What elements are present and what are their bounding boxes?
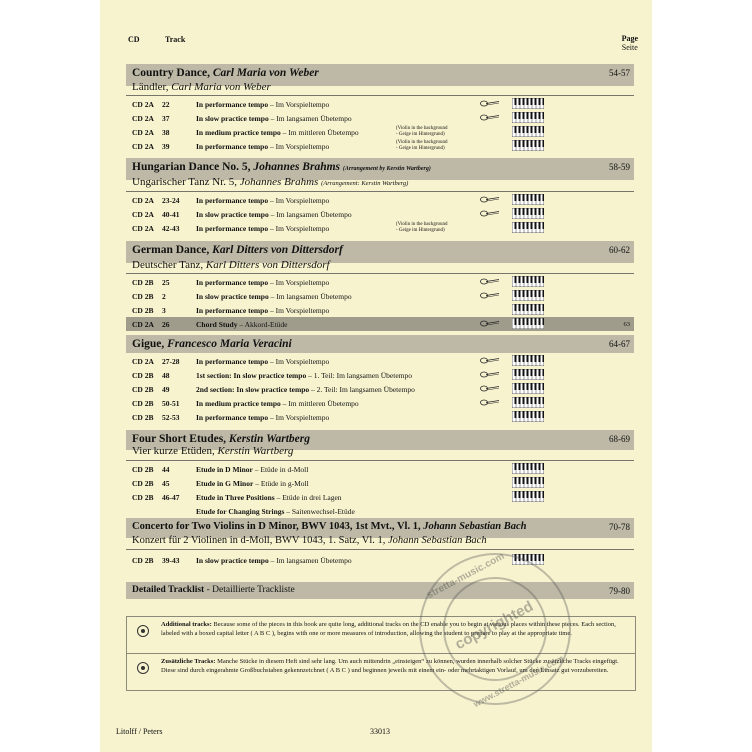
section-pages: 60-62 [609, 245, 630, 255]
background-note: (Violin in the background - Geige im Hintergrund) [396, 222, 448, 233]
section-pages: 54-57 [609, 68, 630, 78]
track-row: CD 2B 48 1st section: In slow practice tempo – 1. Teil: Im langsamen Übetempo [126, 368, 634, 382]
section-subtitle: Konzert für 2 Violinen in d-Moll, BWV 1043, 1. Satz, Vl. 1, Johann Sebastian Bach [132, 535, 487, 546]
violin-icon [480, 399, 500, 406]
piano-keys-icon [512, 126, 544, 137]
section-header [126, 335, 634, 353]
track-row: CD 2B 45 Etude in G Minor – Etüde in g-Moll [126, 476, 634, 490]
section-pages: 79-80 [609, 586, 630, 596]
column-header-track: Track [165, 35, 186, 44]
divider [126, 549, 634, 550]
violin-icon [480, 371, 500, 378]
section-title: Gigue, Francesco Maria Veracini [132, 338, 292, 350]
info-text: Zusätzliche Tracks: Manche Stücke in diesem Heft sind sehr lang. Um auch mittendrin „einsteigen“ zu können, wurden innerhalb solcher Stücke zusätzliche Tracks eingefügt. Diese sind durch eingerahmte Großbuchstaben gekennzeichnet ( A B C ) und beginnen jeweils mit einem ein- oder mehrtaktigen Vorlauf, um den Einsatz gut vorzubereiten. [161, 658, 619, 674]
track-row: CD 2B 49 2nd section: In slow practice tempo – 2. Teil: Im langsamen Übetempo [126, 382, 634, 396]
piano-keys-icon [512, 397, 544, 408]
section-title: Hungarian Dance No. 5, Johannes Brahms (Arrangement by Kerstin Wartberg) [132, 161, 431, 173]
track-row: CD 2A 42-43 In performance tempo – Im Vorspieltempo (Violin in the background - Geige im Hintergrund) [126, 221, 634, 235]
cd-icon [137, 625, 149, 637]
track-row: CD 2B 2 In slow practice tempo – Im langsamen Übetempo [126, 289, 634, 303]
piano-keys-icon [512, 463, 544, 474]
divider [126, 273, 634, 274]
track-row: CD 2A 22 In performance tempo – Im Vorspieltempo [126, 97, 634, 111]
section-subtitle: Deutscher Tanz, Karl Ditters von Dittersdorf [132, 259, 330, 271]
track-row-highlighted: CD 2A 26 Chord Study – Akkord-Etüde 63 [126, 317, 634, 331]
violin-icon [480, 114, 500, 121]
piano-keys-icon [512, 290, 544, 301]
track-row: CD 2B 44 Etude in D Minor – Etüde in d-Moll [126, 462, 634, 476]
track-row: CD 2A 39 In performance tempo – Im Vorspieltempo (Violin in the background - Geige im Hintergrund) [126, 139, 634, 153]
violin-icon [480, 196, 500, 203]
track-row: CD 2A 38 In medium practice tempo – Im mittleren Übetempo (Violin in the background - Geige im Hintergrund) [126, 125, 634, 139]
track-row: CD 2B 46-47 Etude in Three Positions – Etüde in drei Lagen [126, 490, 634, 504]
violin-icon [480, 278, 500, 285]
track-row: CD 2B 52-53 In performance tempo – Im Vorspieltempo [126, 410, 634, 424]
info-text: Additional tracks: Because some of the pieces in this book are quite long, additional tracks on the CD enable you to begin at various places within these pieces. Each section, labeled with a boxed capital letter ( A B C ), begins with one or more measures of introduction, allowing the student to prepare to play at the appropriate time. [161, 621, 616, 637]
track-row: CD 2B 3 In performance tempo – Im Vorspieltempo [126, 303, 634, 317]
section-pages: 58-59 [609, 162, 630, 172]
cd-icon [137, 662, 149, 674]
violin-icon [480, 210, 500, 217]
divider [126, 95, 634, 96]
section-title: Concerto for Two Violins in D Minor, BWV 1043, 1st Mvt., Vl. 1, Johann Sebastian Bach [132, 521, 527, 532]
section-subtitle: Ungarischer Tanz Nr. 5, Johannes Brahms (Arrangement: Kerstin Wartberg) [132, 176, 409, 188]
piano-keys-icon [512, 276, 544, 287]
piano-keys-icon [512, 477, 544, 488]
piano-keys-icon [512, 112, 544, 123]
track-row: CD 2B 50-51 In medium practice tempo – Im mittleren Übetempo [126, 396, 634, 410]
column-header-cd: CD [128, 35, 140, 44]
background-note: (Violin in the background - Geige im Hintergrund) [396, 140, 448, 151]
track-row: CD 2B 39-43 In slow practice tempo – Im langsamen Übetempo [126, 553, 634, 567]
section-title: Detailed Tracklist - Detaillierte Trackliste [132, 585, 295, 595]
piano-keys-icon [512, 222, 544, 233]
page-label: Page [621, 34, 638, 43]
column-header-page [622, 34, 638, 52]
section-pages: 68-69 [609, 434, 630, 444]
section-pages: 64-67 [609, 339, 630, 349]
piano-keys-icon [512, 355, 544, 366]
seite-label: Seite [621, 43, 638, 52]
track-row: CD 2B 25 In performance tempo – Im Vorspieltempo [126, 275, 634, 289]
violin-icon [480, 292, 500, 299]
violin-icon [480, 385, 500, 392]
section-title: Four Short Etudes, Kerstin Wartberg [132, 433, 310, 445]
piano-keys-icon [512, 98, 544, 109]
track-row: Etude for Changing Strings – Saitenwechsel-Etüde [196, 507, 355, 516]
track-row: CD 2A 37 In slow practice tempo – Im langsamen Übetempo [126, 111, 634, 125]
row-page: 63 [623, 321, 630, 328]
violin-icon [480, 100, 500, 107]
violin-icon [480, 320, 500, 327]
track-row: CD 2A 27-28 In performance tempo – Im Vorspieltempo [126, 354, 634, 368]
piano-keys-icon [512, 369, 544, 380]
stamp-text-bottom: www.stretta-music.com [471, 652, 566, 710]
background-note: (Violin in the background - Geige im Hintergrund) [396, 126, 448, 137]
catalog-number: 33013 [370, 727, 390, 736]
piano-keys-icon [512, 383, 544, 394]
section-title: Country Dance, Carl Maria von Weber [132, 67, 319, 79]
piano-keys-icon [512, 318, 544, 329]
stamp-text-top: stretta-music.com [425, 550, 507, 602]
piano-keys-icon [512, 304, 544, 315]
divider [126, 460, 634, 461]
section-title: German Dance, Karl Ditters von Dittersdorf [132, 244, 343, 256]
piano-keys-icon [512, 194, 544, 205]
divider [126, 191, 634, 192]
track-row: CD 2A 40-41 In slow practice tempo – Im langsamen Übetempo [126, 207, 634, 221]
section-subtitle: Ländler, Carl Maria von Weber [132, 81, 271, 93]
section-pages: 70-78 [609, 522, 630, 532]
piano-keys-icon [512, 208, 544, 219]
stamp-text-center: copyrighted [452, 597, 537, 654]
piano-keys-icon [512, 140, 544, 151]
violin-icon [480, 357, 500, 364]
piano-keys-icon [512, 411, 544, 422]
section-subtitle: Vier kurze Etüden, Kerstin Wartberg [132, 445, 294, 457]
publisher: Litolff / Peters [116, 727, 163, 736]
piano-keys-icon [512, 491, 544, 502]
track-row: CD 2A 23-24 In performance tempo – Im Vorspieltempo [126, 193, 634, 207]
